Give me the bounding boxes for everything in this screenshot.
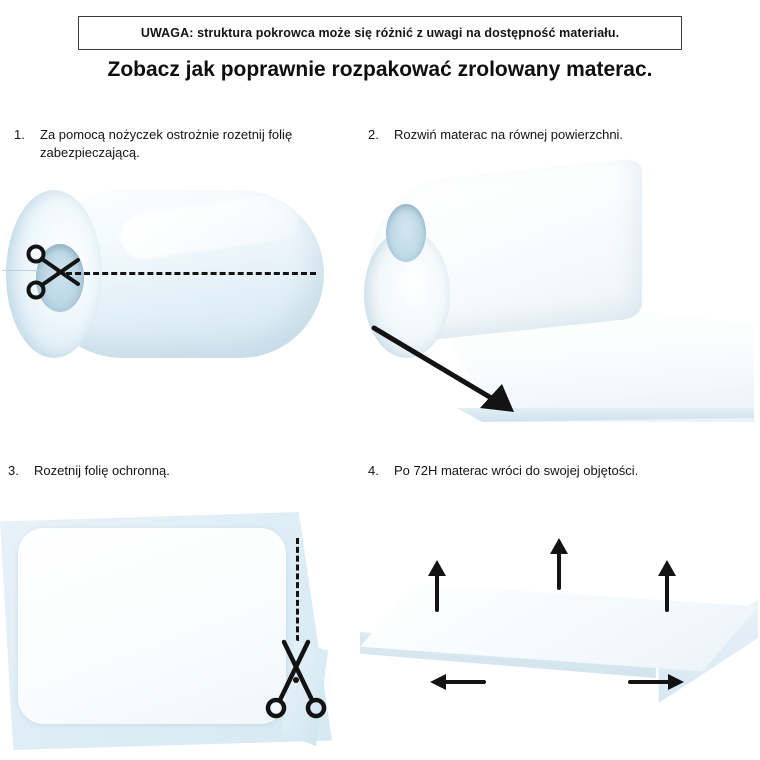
dashed-cut-line-icon bbox=[66, 272, 316, 275]
arrow-up-icon bbox=[426, 558, 448, 612]
arrow-up-icon bbox=[548, 536, 570, 590]
step-3 bbox=[8, 462, 358, 480]
step-4-header bbox=[368, 462, 756, 480]
step-1 bbox=[14, 126, 364, 161]
arrow-up-icon bbox=[656, 558, 678, 612]
figure-foil-sheet bbox=[0, 500, 350, 750]
figure-mattress-expanding bbox=[360, 500, 758, 750]
diagonal-arrow-icon bbox=[368, 322, 548, 432]
notice-banner-text: UWAGA: struktura pokrowca może się różnić z uwagi na dostępność materiału. bbox=[140, 26, 620, 40]
mattress-top-face bbox=[360, 584, 758, 696]
step-2 bbox=[368, 126, 748, 144]
step-3-header bbox=[8, 462, 358, 480]
mattress-surface bbox=[18, 528, 286, 724]
step-2-label: Rozwiń materac na równej powierzchni. bbox=[394, 127, 624, 142]
step-3-label: Rozetnij folię ochronną. bbox=[34, 463, 170, 478]
arrow-right-icon bbox=[628, 672, 686, 692]
roll-core-hole bbox=[386, 204, 426, 262]
step-3-number: 3. bbox=[8, 463, 19, 478]
step-4-number: 4. bbox=[368, 463, 379, 478]
step-4-label: Po 72H materac wróci do swojej objętości. bbox=[394, 463, 639, 478]
figure-rolled-mattress bbox=[0, 178, 352, 390]
step-4 bbox=[368, 462, 756, 480]
scissors-icon bbox=[22, 240, 86, 304]
step-2-number: 2. bbox=[368, 127, 379, 142]
notice-banner bbox=[78, 16, 682, 50]
scissors-icon bbox=[258, 632, 336, 724]
step-1-header bbox=[14, 126, 364, 161]
step-1-number: 1. bbox=[14, 127, 25, 142]
arrow-left-icon bbox=[428, 672, 486, 692]
step-2-header bbox=[368, 126, 748, 144]
page-title: Zobacz jak poprawnie rozpakować zrolowany materac. bbox=[107, 58, 653, 81]
step-1-label: Za pomocą nożyczek ostrożnie rozetnij folię zabezpieczającą. bbox=[40, 127, 293, 160]
figure-unrolling-mattress bbox=[360, 172, 756, 440]
